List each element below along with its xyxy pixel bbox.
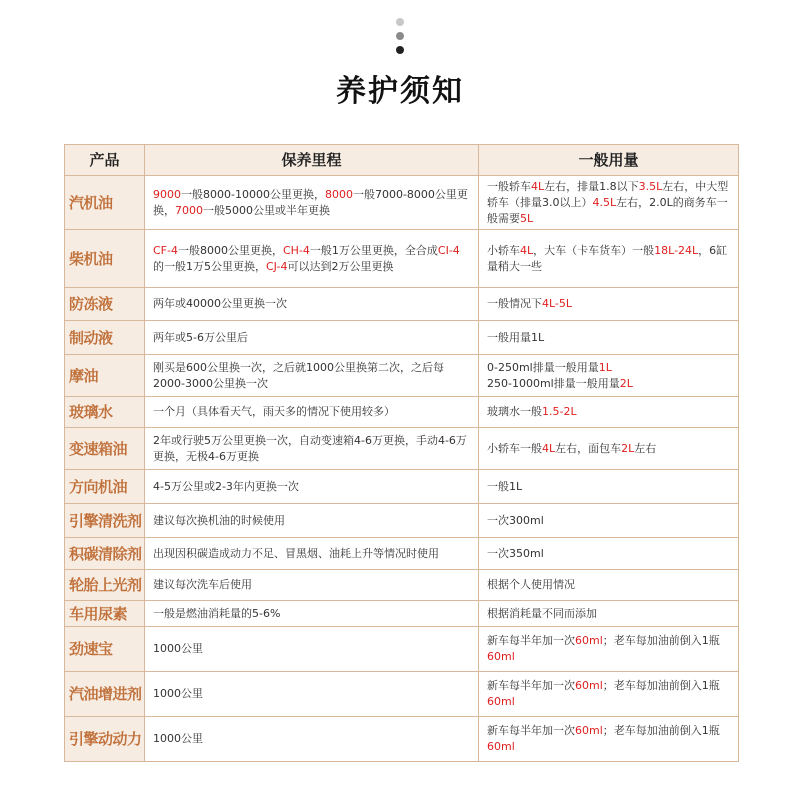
header-usage: 一般用量 [479, 145, 739, 176]
text-segment: ；老车每加油前倒入1瓶 [602, 634, 720, 647]
mileage-cell [145, 355, 479, 397]
dot-icon [396, 46, 404, 54]
product-cell: 积碳清除剂 [65, 538, 145, 570]
highlight-value: 3.5L [638, 179, 663, 193]
product-cell: 方向机油 [65, 470, 145, 504]
text-segment: 建议每次换机油的时候使用 [153, 513, 285, 527]
product-cell: 劲速宝 [65, 627, 145, 672]
highlight-value: 2L [621, 441, 635, 455]
text-segment: 左右，面包车 [555, 441, 622, 455]
text-segment: 新车每半年加一次 [487, 679, 575, 692]
dot-icon [396, 18, 404, 26]
usage-cell [479, 176, 739, 230]
decorative-dots [394, 18, 406, 60]
highlight-value: 60ml [575, 724, 603, 737]
mileage-cell [145, 428, 479, 470]
highlight-value: 4L [531, 179, 545, 193]
text-segment: ，大车（卡车货车）一般 [533, 243, 655, 257]
text-segment: 一般情况下 [487, 297, 542, 310]
mileage-cell [145, 672, 479, 717]
highlight-value: 9000 [153, 187, 181, 201]
highlight-value: CF-4 [153, 243, 178, 257]
text-segment: 左右，排量1.8以下 [544, 179, 639, 193]
text-segment: 根据消耗量不同而添加 [487, 606, 597, 620]
usage-cell [479, 717, 739, 762]
highlight-value: 1L [598, 360, 612, 374]
mileage-cell [145, 627, 479, 672]
text-segment: 1000公里 [153, 732, 203, 745]
text-segment: 一般轿车 [487, 179, 531, 193]
highlight-value: 1.5-2L [542, 405, 577, 418]
highlight-value: 2L [619, 376, 633, 390]
text-segment: 2年或行驶5万公里更换一次，自动变速箱4-6万更换，手动4-6万更换，无极4-6万更换 [153, 433, 467, 463]
table-row [65, 470, 739, 504]
highlight-value: CJ-4 [266, 259, 288, 273]
mileage-cell [145, 176, 479, 230]
text-segment: 一般是燃油消耗量的5-6% [153, 606, 281, 620]
text-segment: 新车每半年加一次 [487, 634, 575, 647]
text-segment: ；老车每加油前倒入1瓶 [602, 679, 720, 692]
text-segment: 一个月（具体看天气，雨天多的情况下使用较多） [153, 405, 395, 418]
highlight-value: 4.5L [592, 195, 617, 209]
product-cell: 轮胎上光剂 [65, 570, 145, 601]
header-product: 产品 [65, 145, 145, 176]
usage-cell [479, 397, 739, 428]
text-segment: 建议每次洗车后使用 [153, 578, 252, 591]
text-segment: 两年或40000公里更换一次 [153, 297, 287, 310]
product-cell: 引擎清洗剂 [65, 504, 145, 538]
usage-cell [479, 627, 739, 672]
table-row [65, 397, 739, 428]
header-mileage: 保养里程 [145, 145, 479, 176]
text-segment: ，6缸量稍大一些 [487, 243, 728, 273]
highlight-value: 7000 [175, 203, 203, 217]
usage-cell [479, 355, 739, 397]
product-cell: 玻璃水 [65, 397, 145, 428]
mileage-cell [145, 504, 479, 538]
text-segment: ；老车每加油前倒入1瓶 [602, 724, 720, 737]
mileage-cell [145, 397, 479, 428]
mileage-cell [145, 538, 479, 570]
product-cell: 摩油 [65, 355, 145, 397]
text-segment: 刚买是600公里换一次，之后就1000公里换第二次，之后每2000-3000公里换一次 [153, 360, 444, 390]
usage-cell [479, 538, 739, 570]
table-row [65, 627, 739, 672]
table-row [65, 428, 739, 470]
table-row [65, 504, 739, 538]
highlight-value: 60ml [487, 695, 515, 708]
text-segment: 一般1L [487, 479, 523, 493]
table-row [65, 538, 739, 570]
highlight-value: 4L [542, 441, 556, 455]
usage-cell [479, 470, 739, 504]
usage-cell [479, 428, 739, 470]
table-row [65, 321, 739, 355]
product-cell: 汽油增进剂 [65, 672, 145, 717]
highlight-value: 60ml [575, 679, 603, 692]
table-row [65, 717, 739, 762]
page-title: 养护须知 [336, 74, 464, 109]
text-segment: 左右，中大型轿车（排量3.0以上） [487, 179, 729, 209]
text-segment: 左右 [634, 441, 657, 455]
product-cell: 防冻液 [65, 288, 145, 321]
usage-cell [479, 321, 739, 355]
text-segment: 一般8000-10000公里更换， [181, 187, 325, 201]
text-segment: 一般5000公里或半年更换 [203, 203, 330, 217]
mileage-cell [145, 717, 479, 762]
table-header-row [65, 145, 739, 176]
mileage-cell [145, 570, 479, 601]
product-cell: 制动液 [65, 321, 145, 355]
text-segment: 玻璃水一般 [487, 405, 542, 418]
text-segment: 一次300ml [487, 513, 544, 527]
product-cell: 引擎动动力 [65, 717, 145, 762]
table-row [65, 176, 739, 230]
mileage-cell [145, 230, 479, 288]
usage-cell [479, 504, 739, 538]
highlight-value: 4L-5L [542, 297, 573, 310]
table-body [65, 176, 739, 762]
highlight-value: 60ml [487, 740, 515, 753]
highlight-value: 60ml [575, 634, 603, 647]
product-cell: 车用尿素 [65, 601, 145, 627]
mileage-cell [145, 321, 479, 355]
text-segment: 小轿车一般 [487, 441, 542, 455]
highlight-value: 18L-24L [654, 243, 699, 257]
mileage-cell [145, 601, 479, 627]
mileage-cell [145, 470, 479, 504]
text-segment: 一次350ml [487, 546, 544, 560]
table-row [65, 672, 739, 717]
text-segment: 一般用量1L [487, 330, 545, 344]
highlight-value: 8000 [324, 187, 353, 201]
usage-cell [479, 288, 739, 321]
text-segment: 1000公里 [153, 642, 203, 655]
dot-icon [396, 32, 404, 40]
product-cell: 变速箱油 [65, 428, 145, 470]
text-segment: 可以达到2万公里更换 [287, 259, 394, 273]
text-segment: 出现因积碳造成动力不足、冒黑烟、油耗上升等情况时使用 [153, 546, 439, 560]
text-segment: 一般7000-8000公里更换， [153, 187, 468, 217]
table-row [65, 355, 739, 397]
text-segment: 根据个人使用情况 [487, 578, 575, 591]
usage-cell [479, 230, 739, 288]
usage-cell [479, 601, 739, 627]
table-row [65, 288, 739, 321]
text-segment: 新车每半年加一次 [487, 724, 575, 737]
usage-cell [479, 570, 739, 601]
highlight-value: 5L [520, 211, 534, 225]
text-segment: 小轿车 [487, 243, 520, 257]
highlight-value: 60ml [487, 650, 515, 663]
highlight-value: CI-4 [437, 243, 460, 257]
maintenance-table [64, 144, 739, 762]
table-row [65, 570, 739, 601]
text-segment: 一般8000公里更换， [177, 243, 283, 257]
mileage-cell [145, 288, 479, 321]
table-row [65, 601, 739, 627]
highlight-value: 4L [520, 243, 534, 257]
text-segment: 1000公里 [153, 687, 203, 700]
text-segment: 左右，2.0L的商务车一般需要 [487, 195, 728, 225]
highlight-value: CH-4 [282, 243, 310, 257]
text-segment: 0-250ml排量一般用量 [487, 360, 599, 374]
text-segment: 的一般1万5公里更换， [153, 259, 266, 273]
table-row [65, 230, 739, 288]
product-cell: 柴机油 [65, 230, 145, 288]
text-segment: 250-1000ml排量一般用量 [487, 376, 620, 390]
product-cell: 汽机油 [65, 176, 145, 230]
text-segment: 4-5万公里或2-3年内更换一次 [153, 479, 299, 493]
text-segment: 两年或5-6万公里后 [153, 330, 248, 344]
text-segment: 一般1万公里更换，全合成 [309, 243, 438, 257]
usage-cell [479, 672, 739, 717]
